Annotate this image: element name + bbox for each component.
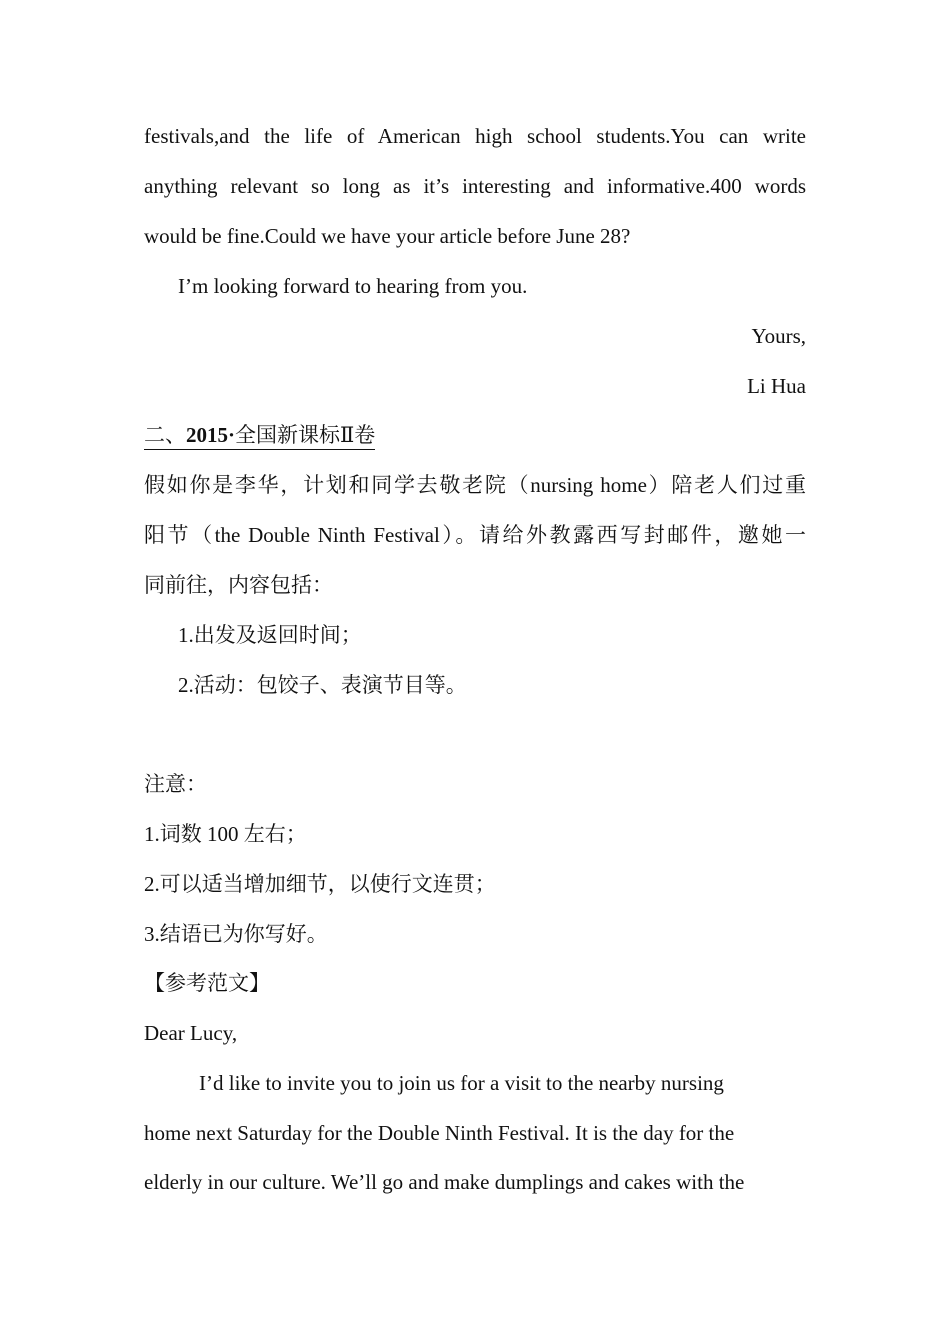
note-2: 2.可以适当增加细节，以使行文连贯； xyxy=(144,872,496,896)
section-heading-source: 全国新课标Ⅱ卷 xyxy=(235,423,376,447)
prompt-point-1: 1.出发及返回时间； xyxy=(178,623,362,647)
section-heading-underlined xyxy=(144,422,375,450)
letter-line-1: festivals,and the life of American high school students.You can write xyxy=(144,124,806,148)
letter-line-2: anything relevant so long as it’s interesting and informative.400 words xyxy=(144,174,806,198)
note-3: 3.结语已为你写好。 xyxy=(144,922,328,946)
letter-closing-line: I’m looking forward to hearing from you. xyxy=(178,274,528,298)
sample-line-2: home next Saturday for the Double Ninth Festival. It is the day for the xyxy=(144,1121,735,1145)
prompt-line-2: 阳节（the Double Ninth Festival）。请给外教露西写封邮件，邀她一 xyxy=(144,523,806,547)
prompt-line-3: 同前往，内容包括： xyxy=(144,573,333,597)
note-1: 1.词数 100 左右； xyxy=(144,822,307,846)
letter-line-3: would be fine.Could we have your article before June 28? xyxy=(144,224,631,248)
letter-signature: Li Hua xyxy=(747,374,806,398)
section-heading xyxy=(144,421,806,450)
section-heading-year: 2015 xyxy=(186,423,228,447)
letter-sign-off: Yours, xyxy=(751,324,806,348)
prompt-point-2: 2.活动：包饺子、表演节目等。 xyxy=(178,673,467,697)
sample-line-3: elderly in our culture. We’ll go and make dumplings and cakes with the xyxy=(144,1170,745,1194)
section-heading-prefix: 二、 xyxy=(144,423,186,447)
section-heading-separator: · xyxy=(228,423,236,447)
notes-label: 注意： xyxy=(144,772,207,796)
sample-greeting: Dear Lucy, xyxy=(144,1021,238,1045)
sample-label: 【参考范文】 xyxy=(144,971,270,995)
sample-line-1: I’d like to invite you to join us for a visit to the nearby nursing xyxy=(199,1071,724,1095)
prompt-line-1: 假如你是李华，计划和同学去敬老院（nursing home）陪老人们过重 xyxy=(144,473,806,497)
